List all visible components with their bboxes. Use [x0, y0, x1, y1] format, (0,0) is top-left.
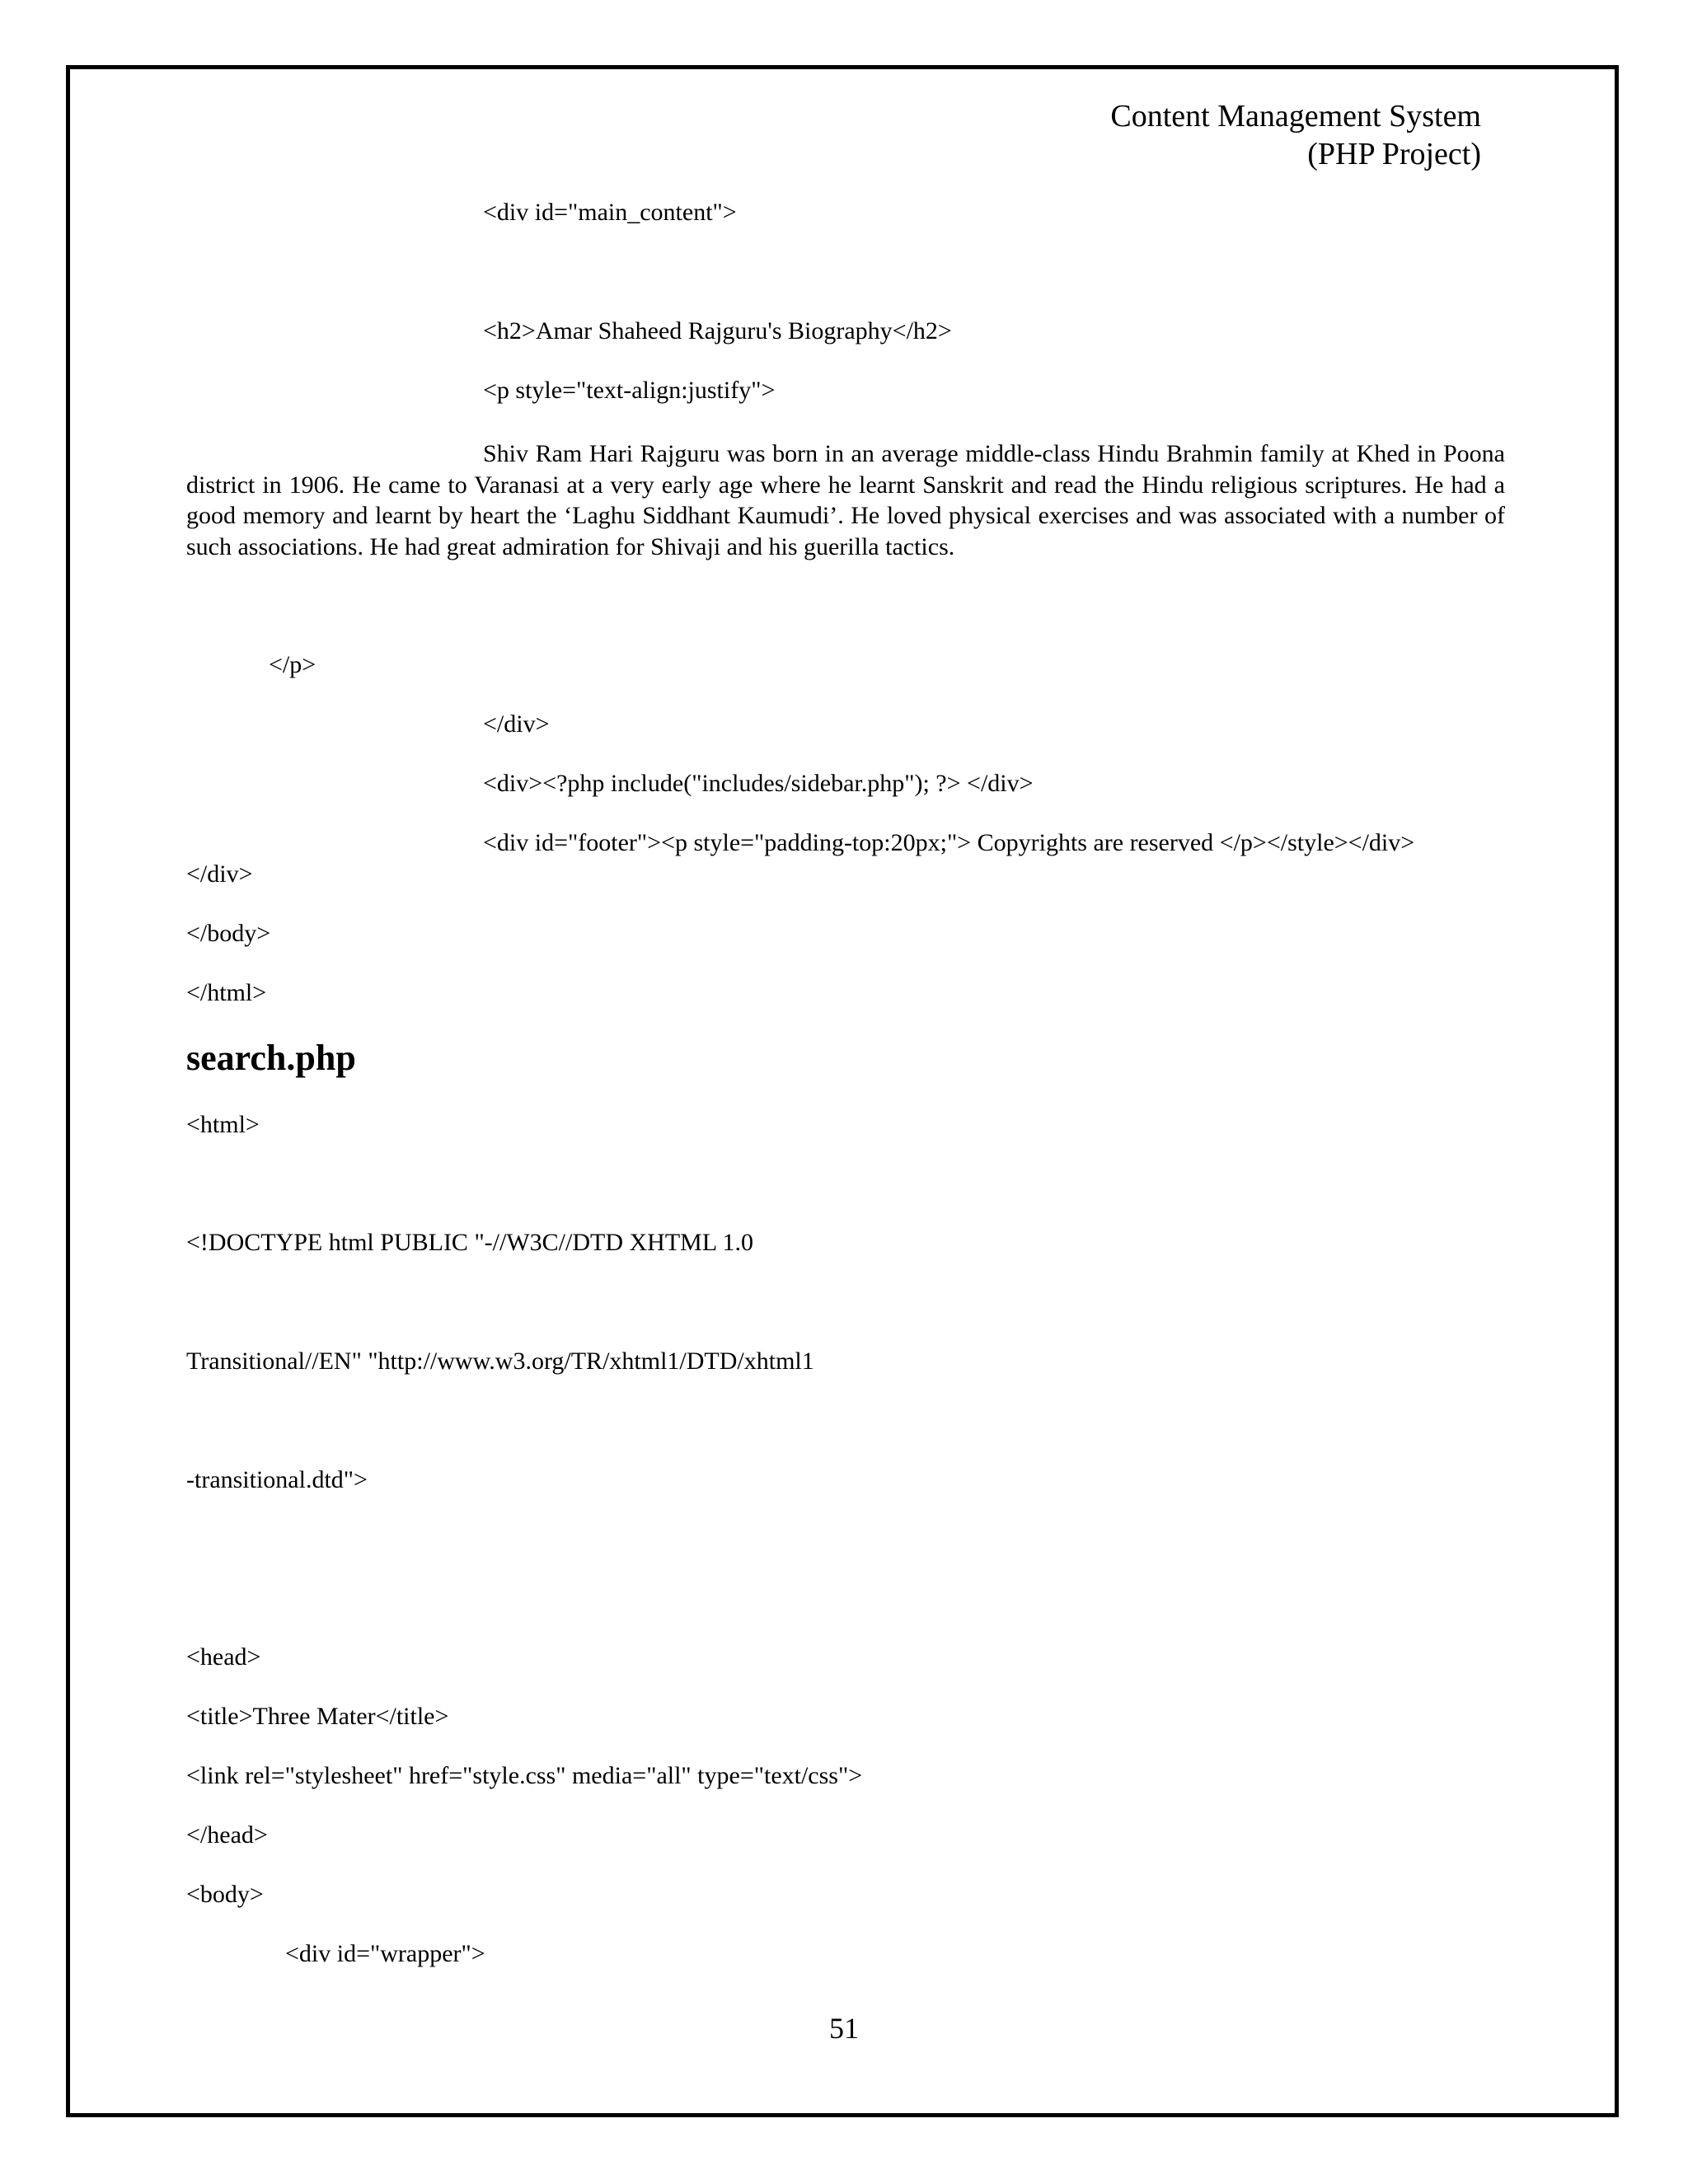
code-line: <div id="wrapper"> [285, 1940, 485, 1967]
code-line: </div> [186, 860, 253, 888]
code-line: <div id="footer"><p style="padding-top:20px;"> Copyrights are reserved </p></style></div> [483, 829, 1415, 856]
section-title: search.php [186, 1038, 356, 1078]
code-line: <p style="text-align:justify"> [483, 377, 776, 404]
code-line: <div><?php include("includes/sidebar.php"); ?> </div> [483, 770, 1034, 797]
code-line: Transitional//EN" "http://www.w3.org/TR/xhtml1/DTD/xhtml1 [186, 1347, 814, 1375]
code-line: <body> [186, 1881, 264, 1908]
code-line: </div> [483, 710, 550, 738]
biography-paragraph: Shiv Ram Hari Rajguru was born in an average middle-class Hindu Brahmin family at Khed in Poona district in 1906. He came to Varanasi at a very early age where he learnt Sanskrit and read the Hindu religious scriptures. He had a good memory and learnt by heart the ‘Laghu Siddhant Kaumudi’. He loved physical exercises and was associated with a number of such associations. He had great admiration for Shivaji and his guerilla tactics. [186, 440, 1505, 560]
page-number: 51 [829, 2012, 859, 2045]
document-header [1110, 97, 1481, 173]
header-subtitle: (PHP Project) [1307, 137, 1481, 171]
code-line: </p> [269, 651, 316, 678]
code-line: </html> [186, 979, 267, 1006]
code-line: <link rel="stylesheet" href="style.css" media="all" type="text/css"> [186, 1762, 863, 1789]
code-line: <div id="main_content"> [483, 199, 737, 226]
header-title: Content Management System [1110, 99, 1481, 134]
code-line: <head> [186, 1643, 261, 1671]
page-border [66, 65, 1619, 2117]
code-line: </body> [186, 920, 271, 947]
code-line: -transitional.dtd"> [186, 1466, 368, 1493]
code-line: </head> [186, 1821, 268, 1849]
code-line: <html> [186, 1111, 260, 1138]
code-line: <!DOCTYPE html PUBLIC "-//W3C//DTD XHTML 1.0 [186, 1229, 754, 1256]
code-line: <title>Three Mater</title> [186, 1703, 449, 1730]
code-line: <h2>Amar Shaheed Rajguru's Biography</h2> [483, 317, 952, 344]
